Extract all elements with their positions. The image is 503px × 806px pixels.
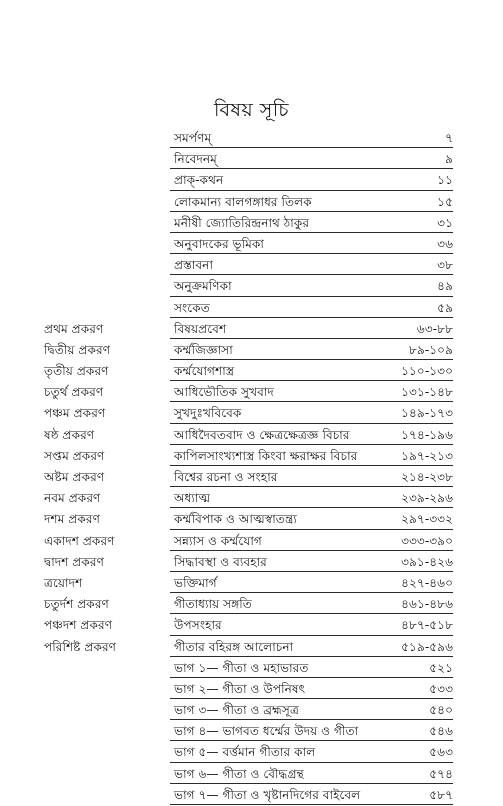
toc-entry-title: ভাগ ১— গীতা ও মহাভারত: [174, 660, 309, 675]
row-divider: [170, 211, 453, 212]
toc-page-number: ৯: [445, 152, 453, 167]
toc-chapter-label: একাদশ প্রকরণ: [44, 533, 115, 548]
toc-page-number: ৪৬১-৪৮৬: [401, 597, 453, 612]
toc-entry: [0, 552, 503, 573]
toc-chapter-label: পঞ্চদশ প্রকরণ: [44, 618, 113, 633]
row-divider: [170, 444, 453, 445]
toc-page-number: ৫৪০: [429, 703, 453, 718]
toc-entry-title: প্রস্তাবনা: [174, 258, 213, 273]
toc-entry: [0, 615, 503, 636]
toc-page-number: ১৭৪-১৯৬: [401, 427, 453, 442]
toc-entry-title: প্রাক্-কথন: [174, 173, 224, 188]
toc-entry-title: অধ্যাত্ম: [174, 491, 211, 506]
toc-entry-title: কর্ম্মযোগশাস্ত্র: [174, 364, 235, 379]
toc-chapter-label: ষষ্ঠ প্রকরণ: [44, 427, 95, 442]
row-divider: [170, 296, 453, 297]
toc-entry-title: কর্ম্মবিপাক ও আত্মস্বাতন্ত্র্য: [174, 512, 297, 527]
row-divider: [170, 656, 453, 657]
row-divider: [170, 613, 453, 614]
page-title: বিষয় সূচি: [214, 99, 289, 121]
row-divider: [170, 550, 453, 551]
row-divider: [170, 592, 453, 593]
toc-entry: [0, 276, 503, 297]
toc-page-number: ৫৬৩: [429, 745, 453, 760]
toc-entry-title: সন্ন্যাস ও কর্ম্মযোগ: [174, 533, 262, 548]
toc-page-number: ২৩৯-২৯৬: [401, 491, 453, 506]
toc-chapter-label: তৃতীয় প্রকরণ: [44, 364, 109, 379]
row-divider: [170, 719, 453, 720]
toc-entry-title: অনুক্রমণিকা: [174, 279, 232, 294]
toc-entry: [0, 234, 503, 255]
toc-entry-title: ভক্তিমার্গ: [174, 575, 217, 590]
toc-entry: [0, 700, 503, 721]
row-divider: [170, 783, 453, 784]
toc-entry: [0, 403, 503, 424]
toc-page-number: ৩১: [437, 215, 453, 230]
toc-entry: [0, 425, 503, 446]
toc-entry: [0, 192, 503, 213]
toc-page-number: ৪৯: [437, 279, 453, 294]
toc-chapter-label: নবম প্রকরণ: [44, 491, 101, 506]
toc-page-number: ৩৩৩-৩৯০: [401, 533, 453, 548]
toc-chapter-label: চতুর্দশ প্রকরণ: [44, 597, 109, 612]
toc-entry: [0, 340, 503, 361]
row-divider: [170, 529, 453, 530]
toc-chapter-label: পরিশিষ্ট প্রকরণ: [44, 639, 117, 654]
row-divider: [170, 317, 453, 318]
toc-entry-title: কাপিলসাংখ্যশাস্ত্র কিংবা ক্ষরাক্ষর বিচার: [174, 448, 358, 463]
toc-entry: [0, 149, 503, 170]
row-divider: [170, 190, 453, 191]
toc-entry-title: উপসংহার: [174, 618, 222, 633]
toc-entry-title: ভাগ ৭— গীতা ও খৃষ্টানদিগের বাইবেল: [174, 787, 361, 802]
toc-entry-title: আধিদৈবতবাদ ও ক্ষেত্রক্ষেত্রজ্ঞ বিচার: [174, 427, 350, 442]
toc-entry: [0, 382, 503, 403]
toc-entry: [0, 573, 503, 594]
toc-page-number: ৪৮৭-৫১৮: [401, 618, 453, 633]
toc-page-number: ৩৬: [437, 236, 453, 251]
toc-entry: [0, 255, 503, 276]
toc-chapter-label: দ্বিতীয় প্রকরণ: [44, 342, 111, 357]
row-divider: [170, 698, 453, 699]
row-divider: [170, 359, 453, 360]
toc-page-number: ৫১৯-৫৯৬: [401, 639, 453, 654]
toc-page-number: ৫৯: [437, 300, 453, 315]
toc-entry: [0, 128, 503, 149]
toc-entry: [0, 742, 503, 763]
toc-page-number: ১১: [437, 173, 453, 188]
toc-page-number: ৪২৭-৪৬০: [401, 575, 453, 590]
toc-page-number: ৫৭৪: [429, 766, 453, 781]
toc-chapter-label: অষ্টম প্রকরণ: [44, 470, 105, 484]
row-divider: [170, 677, 453, 678]
toc-page-number: ৫৩৩: [429, 681, 453, 696]
toc-entry: [0, 361, 503, 382]
toc-page-number: ৫৮৭: [429, 787, 453, 802]
row-divider: [170, 423, 453, 424]
toc-page-number: ৩৯১-৪২৬: [401, 554, 453, 569]
toc-page-number: ২১৪-২৩৮: [401, 470, 453, 484]
row-divider: [170, 762, 453, 763]
toc-entry-title: গীতাধ্যায় সঙ্গতি: [174, 597, 252, 612]
toc-entry: [0, 488, 503, 509]
row-divider: [170, 274, 453, 275]
toc-entry: [0, 509, 503, 530]
toc-entry: [0, 319, 503, 340]
toc-entry-title: সংকেত: [174, 300, 210, 315]
toc-chapter-label: দশম প্রকরণ: [44, 512, 100, 527]
toc-entry-title: ভাগ ৬— গীতা ও বৌদ্ধগ্রন্থ: [174, 766, 304, 781]
toc-entry: [0, 213, 503, 234]
toc-entry-title: ভাগ ৫— বর্ত্তমান গীতার কাল: [174, 745, 316, 760]
toc-page-number: ৭: [445, 131, 453, 145]
toc-page-number: ২৯৭-৩৩২: [401, 512, 453, 527]
toc-entry-title: মনীষী জ্যোতিরিন্দ্রনাথ ঠাকুর: [174, 215, 310, 230]
toc-entry: [0, 446, 503, 467]
toc-entry: [0, 594, 503, 615]
row-divider: [170, 740, 453, 741]
toc-chapter-label: ত্রয়োদশ: [44, 575, 83, 590]
toc-page-number: ৩৮: [437, 258, 453, 273]
toc-entry: [0, 785, 503, 806]
row-divider: [170, 401, 453, 402]
toc-entry-title: ভাগ ২— গীতা ও উপনিষৎ: [174, 681, 306, 696]
toc-entry: [0, 298, 503, 319]
toc-entry-title: আধিভৌতিক সুখবাদ: [174, 385, 274, 400]
toc-chapter-label: সপ্তম প্রকরণ: [44, 448, 105, 463]
toc-entry: [0, 764, 503, 785]
toc-page-number: ১৯৭-২১৩: [401, 448, 453, 463]
toc-entry: [0, 637, 503, 658]
toc-entry-title: ভাগ ৪— ভাগবত ধর্ম্মের উদয় ও গীতা: [174, 724, 359, 739]
toc-chapter-label: চতুর্থ প্রকরণ: [44, 385, 104, 400]
row-divider: [170, 147, 453, 148]
row-divider: [170, 232, 453, 233]
toc-page-number: ১১০-১৩০: [401, 364, 453, 379]
toc-page-number: ৫৪৬: [429, 724, 453, 739]
toc-entry: [0, 658, 503, 679]
toc-entry-title: লোকমান্য বালগঙ্গাধর তিলক: [174, 194, 312, 209]
row-divider: [170, 635, 453, 636]
toc-page-number: ৮৯-১০৯: [409, 342, 453, 357]
row-divider: [170, 168, 453, 169]
row-divider: [170, 380, 453, 381]
row-divider: [170, 465, 453, 466]
toc-entry-title: সুখদুঃখবিবেক: [174, 406, 242, 421]
toc-entry-title: সিদ্ধাবস্থা ও ব্যবহার: [174, 554, 267, 569]
toc-entry-title: বিষয়প্রবেশ: [174, 321, 227, 336]
toc-entry-title: কর্ম্মজিজ্ঞাসা: [174, 342, 233, 357]
toc-entry: [0, 721, 503, 742]
toc-page-number: ৬৩-৮৮: [416, 321, 453, 336]
toc-page-number: ১৫: [437, 194, 453, 209]
row-divider: [170, 804, 453, 805]
row-divider: [170, 253, 453, 254]
toc-page-number: ১৩১-১৪৮: [401, 385, 453, 400]
toc-entry: [0, 170, 503, 191]
toc-entry-title: ভাগ ৩— গীতা ও ব্রহ্মসূত্র: [174, 703, 299, 718]
toc-entry: [0, 531, 503, 552]
row-divider: [170, 486, 453, 487]
toc-entry-title: সমর্পণম্: [174, 131, 212, 145]
table-of-contents: [0, 128, 503, 806]
toc-page-number: ১৪৯-১৭৩: [401, 406, 453, 421]
toc-chapter-label: দ্বাদশ প্রকরণ: [44, 554, 104, 569]
toc-entry: [0, 467, 503, 488]
toc-entry-title: নিবেদনম্: [174, 152, 217, 167]
toc-page-number: ৫২১: [429, 660, 453, 675]
row-divider: [170, 571, 453, 572]
toc-entry-title: অনুবাদকের ভূমিকা: [174, 236, 264, 251]
row-divider: [170, 338, 453, 339]
toc-chapter-label: পঞ্চম প্রকরণ: [44, 406, 106, 421]
toc-entry-title: বিশ্বের রচনা ও সংহার: [174, 470, 278, 484]
row-divider: [170, 507, 453, 508]
toc-entry: [0, 679, 503, 700]
toc-entry-title: গীতার বহিরঙ্গ আলোচনা: [174, 639, 294, 654]
toc-chapter-label: প্রথম প্রকরণ: [44, 321, 104, 336]
